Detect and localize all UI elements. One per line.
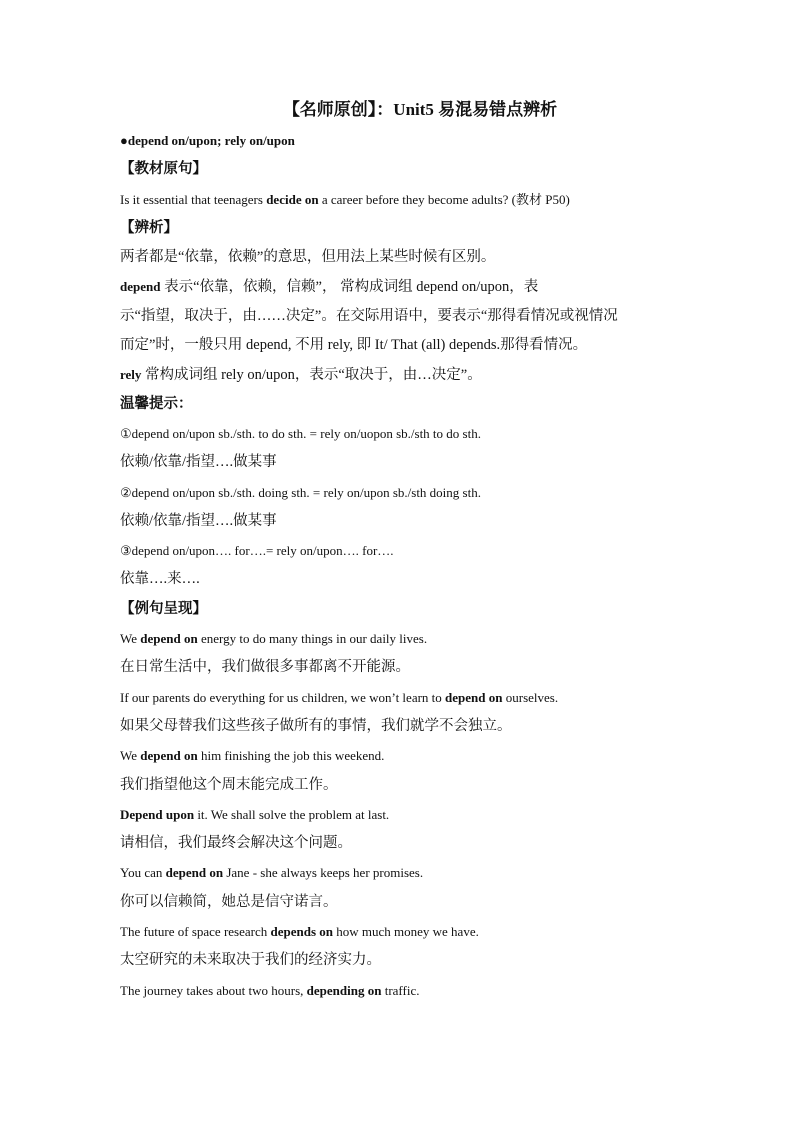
- example-translation: 在日常生活中，我们做很多事都离不开能源。: [120, 659, 410, 676]
- tip-translation: 依靠….来….: [120, 571, 200, 588]
- tip-translation: 依赖/依靠/指望….做某事: [120, 512, 277, 529]
- page-title: 【名师原创】：Unit5 易混易错点辨析: [282, 100, 558, 119]
- section-heading-tips: 温馨提示：: [120, 395, 193, 412]
- tip-item: ②depend on/upon sb./sth. doing sth. = rely on/upon sb./sth doing sth.: [120, 484, 481, 500]
- example-sentence: We depend on energy to do many things in our daily lives.: [120, 631, 428, 647]
- source-sentence: Is it essential that teenagers decide on a career before they become adults? (教材 P50): [120, 191, 570, 207]
- tip-translation: 依赖/依靠/指望….做某事: [120, 454, 277, 471]
- document-page: [120, 98, 720, 1005]
- topic-heading: ●depend on/upon; rely on/upon: [120, 133, 295, 148]
- tip-item: ③depend on/upon…. for….= rely on/upon…. for….: [120, 543, 394, 559]
- example-translation: 如果父母替我们这些孩子做所有的事情，我们就学不会独立。: [120, 717, 512, 734]
- analysis-line: depend 表示“依靠，依赖，信赖”， 常构成词组 depend on/upon，表: [120, 279, 539, 296]
- example-translation: 我们指望他这个周末能完成工作。: [120, 776, 338, 793]
- section-heading-analysis: 【辨析】: [120, 219, 178, 236]
- example-sentence: The journey takes about two hours, depending on traffic.: [120, 982, 420, 998]
- example-translation: 你可以信赖简，她总是信守诺言。: [120, 893, 338, 910]
- section-heading-examples: 【例句呈现】: [120, 600, 207, 617]
- analysis-line: 而定”时，一般只用 depend, 不用 rely, 即 It/ That (all) depends.那得看情况。: [120, 337, 588, 354]
- example-translation: 太空研究的未来取决于我们的经济实力。: [120, 952, 381, 969]
- example-sentence: We depend on him finishing the job this weekend.: [120, 748, 385, 764]
- example-sentence: If our parents do everything for us children, we won’t learn to depend on ourselves.: [120, 689, 559, 705]
- analysis-line: 两者都是“依靠，依赖”的意思，但用法上某些时候有区别。: [120, 249, 496, 266]
- example-translation: 请相信，我们最终会解决这个问题。: [120, 835, 352, 852]
- example-sentence: The future of space research depends on how much money we have.: [120, 924, 479, 940]
- analysis-line: 示“指望，取决于，由……决定”。在交际用语中，要表示“那得看情况或视情况: [120, 307, 618, 324]
- example-sentence: You can depend on Jane - she always keeps her promises.: [120, 865, 424, 881]
- section-heading-source: 【教材原句】: [120, 161, 207, 178]
- example-sentence: Depend upon it. We shall solve the problem at last.: [120, 806, 390, 822]
- tip-item: ①depend on/upon sb./sth. to do sth. = rely on/uopon sb./sth to do sth.: [120, 425, 481, 441]
- analysis-line: rely 常构成词组 rely on/upon，表示“取决于，由…决定”。: [120, 367, 482, 384]
